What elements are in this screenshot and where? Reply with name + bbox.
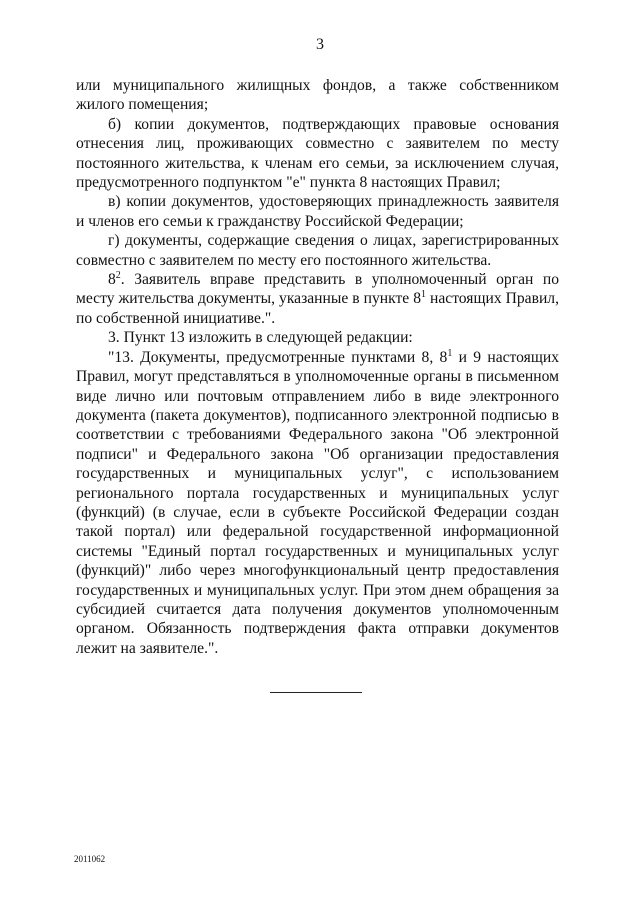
paragraph-item-g: г) документы, содержащие сведения о лицах, зарегистрированных совместно с заявителем по месту его постоянного жительства. [76, 232, 559, 269]
clause-text-continued: настоящих Правил, по собственной инициативе.". [76, 290, 559, 327]
paragraph-continuation: или муниципального жилищных фондов, а также собственником жилого помещения; [76, 77, 559, 114]
clause-superscript: 2 [115, 269, 121, 281]
clause-text: . Заявитель вправе представить в уполномоченный орган по месту жительства документы, указанные в пункте 8 [76, 271, 559, 308]
document-body [76, 76, 559, 658]
end-divider [270, 692, 362, 693]
document-code: 2011062 [74, 854, 106, 864]
paragraph-8-2 [76, 270, 559, 328]
paragraph-item-b: б) копии документов, подтверждающих правовые основания отнесения лиц, проживающих совместно с заявителем по месту постоянного жительства, к членам его семьи, за исключением случая, предусмотренного подпунктом "е" пункта 8 настоящих Правил; [76, 115, 559, 192]
clause-text: "13. Документы, предусмотренные пунктами 8, 8 [108, 348, 448, 366]
paragraph-item-v: в) копии документов, удостоверяющих принадлежность заявителя и членов его семьи к гражданству Российской Федерации; [76, 193, 559, 230]
clause-text-continued: и 9 настоящих Правил, могут представляться в уполномоченные органы в письменном виде лично или почтовым отправлением либо в виде электронного документа (пакета документов), подписанного электронной подписью в соответствии с требованиями Федерального закона "Об электронной подписи" и Федерального закона "Об организации предоставления государственных и муниципальных услуг", с использованием регионального портала государственных и муниципальных услуг (функций) (в случае, если в субъекте Российской Федерации создан такой портал) или федеральной государственной информационной системы "Единый портал государственных и муниципальных услуг (функций)" либо через многофункциональный центр предоставления государственных и муниципальных услуг. При этом днем обращения за субсидией считается дата получения документов уполномоченным органом. Обязанность подтверждения факта отправки документов лежит на заявителе.". [76, 348, 559, 657]
reference-superscript: 1 [447, 347, 453, 359]
paragraph-point-3: 3. Пункт 13 изложить в следующей редакции: [108, 329, 413, 347]
page-number: 3 [316, 36, 324, 53]
reference-superscript: 1 [421, 289, 427, 301]
clause-number: 8 [108, 271, 116, 289]
paragraph-13 [76, 348, 559, 659]
